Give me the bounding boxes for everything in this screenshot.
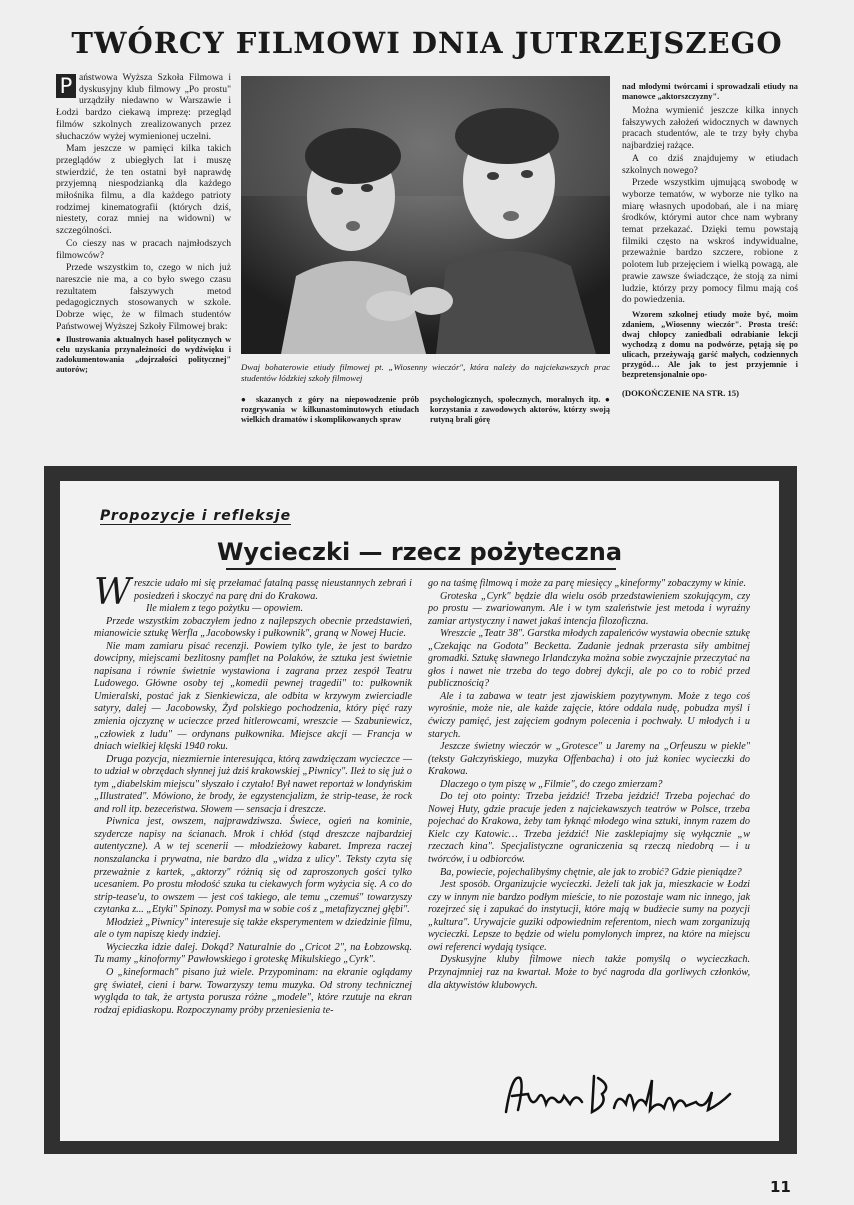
- section-label: Propozycje i refleksje: [100, 508, 292, 524]
- right-paragraph: Wzorem szkolnej etiudy może być, moim zdaniem, „Wiosenny wieczór". Prosta treść: dwaj chłopcy zaniedbali odrabianie lekcji wychodzą z domu na podwórze, pętają się po ulicach, przeżywają garść małych, codziennych przygód… Ale jak to jest przyjemnie i bezpretensjonalnie opo-: [622, 309, 798, 379]
- intro-paragraph: aństwowa Wyższa Szkoła Filmowa i dyskusyjny klub filmowy „Po prostu" urządziły niedawno w Warszawie i Łodzi bardzo ciekawą imprezę: przegląd filmów szkolnych zrealizowanych przez słuchaczów wyżej wymienionej uczelni.: [56, 72, 231, 142]
- article-right-column: [428, 578, 750, 992]
- article-paragraph: reszcie udało mi się przełamać fatalną passę nieustannych zebrań i posiedzeń i skoczyć na parę dni do Krakowa.: [134, 578, 412, 602]
- article-paragraph: Młodzież „Piwnicy" interesuje się także eksperymentem w dziedzinie filmu, ale o tym napiszę kiedy indziej.: [94, 916, 412, 941]
- right-paragraph: Można wymienić jeszcze kilka innych fałszywych założeń widocznych w dawnych pracach studentów, ale te trzy były chyba najbardziej rażące.: [622, 105, 798, 152]
- right-paragraph: A co dziś znajdujemy w etiudach szkolnych nowego?: [622, 152, 798, 176]
- article-paragraph: Piwnica jest, owszem, najprawdziwsza. Świece, ogień na kominie, szydercze napisy na ścianach. Mrok i chłód (stąd dreszcze najbardziej autentyczne). A w tej scenerii — młodzieżowy kabaret. Impreza raczej nonszalancka i prywatna, nie bardzo dla „widza z ulicy". Teksty czyta się przeważnie z kartek, „aktorzy" różnią się od zaproszonych gości tylko ucesaniem. Po prostu młodość szuka tu ciekawych form wyżycia się. A co do strip-tease'u, to owszem — jest coś takiego, ale temu „czemuś" towarzyszy czytanka z... „Etyki" Spinozy. Pomysł ma w sobie coś z „metafizycznej głębi".: [94, 816, 412, 916]
- intro-paragraph: Przede wszystkim to, czego w nich już nareszcie nie ma, a co było swego czasu rezultatem fałszywych metod pedagogicznych stosowanych w szkole. Dobrze więc, że w filmach studentów Państwowej Wyższej Szkoły Filmowej brak:: [56, 262, 231, 332]
- article-paragraph: Groteska „Cyrk" będzie dla wielu osób przedstawieniem szokującym, czy po prostu — zwariowanym. Ale i w tym szaleństwie jest metoda i wyraźny zamiar artystyczny i nawet jakaś intencja filozoficzna.: [428, 590, 750, 627]
- intro-paragraph: Co cieszy nas w pracach najmłodszych filmowców?: [56, 237, 231, 261]
- film-still-photo: [241, 76, 610, 354]
- article-paragraph: Wreszcie „Teatr 38". Garstka młodych zapaleńców wystawia obecnie sztukę „Czekając na Godota" Becketta. Zadanie jednak przerasta siły ambitnej gromadki. Sztukę sławnego Irlandczyka można sobie zwyczajnie przeczytać na głos i nawet nie trzeba do tego dobrej dykcji, ale po co to robić przed publicznością?: [428, 628, 750, 690]
- title-underline: [226, 568, 616, 570]
- intro-paragraph: Mam jeszcze w pamięci kilka takich przeglądów z ubiegłych lat i muszę stwierdzić, że ten ostatni był naprawdę przyjemną niespodzianką dla każdego miłośnika filmu, a dla każdego patrioty rodzimej kinematografii (których dziś, niestety, coraz mniej na widowni) w szczególności.: [56, 143, 231, 237]
- continuation-note: (DOKOŃCZENIE NA STR. 15): [622, 387, 739, 398]
- author-signature: [498, 1064, 738, 1124]
- right-column: [622, 82, 798, 401]
- article-paragraph: Dlaczego o tym piszę w „Filmie", do czego zmierzam?: [440, 778, 663, 790]
- page-headline: TWÓRCY FILMOWI DNIA JUTRZEJSZEGO: [71, 26, 783, 60]
- drop-cap: P: [56, 74, 76, 98]
- intro-column: [56, 72, 231, 375]
- bullet-note: psychologicznych, społecznych, moralnych itp. ● korzystania z zawodowych aktorów, którzy swoją rutyną brali górę: [430, 395, 610, 424]
- page-number: 11: [770, 1178, 791, 1196]
- article-paragraph: Wycieczka idzie dalej. Dokąd? Naturalnie do „Cricot 2", na Łobzowską. Tu mamy „kinoformy" Pawłowskiego i groteskę Mikulskiego „Cyrk".: [94, 941, 412, 966]
- right-paragraph: nad młodymi twórcami i sprowadzali etiudy na manowce „aktorszczyzny".: [622, 82, 798, 101]
- article-paragraph: go na taśmę filmową i może za parę miesięcy „kineformy" zobaczymy w kinie.: [428, 578, 747, 589]
- photo-caption: Dwaj bohaterowie etiudy filmowej pt. „Wiosenny wieczór", która należy do najciekawszych prac studentów łódzkiej szkoły filmowej: [241, 362, 610, 383]
- bullet-note: ● skazanych z góry na niepowodzenie prób rozgrywania w kilkunastominutowych etiudach wielkich dramatów i skomplikowanych spraw: [241, 395, 419, 424]
- right-paragraph: Przede wszystkim ujmującą swobodę w wyborze tematów, w wyborze nie tylko na miarę własnych upodobań, ale i na miarę środków, którymi autor chce nam wybrany temat przekazać. Dzięki temu powstają filmiki często na wskroś indywidualne, przeważnie bardzo szczere, robione z polotem lub przejęciem i wielką powagą, ale prawie zawsze świadczące, że stoją za nimi ludzie, którzy przy pomocy filmu mają coś do powiedzenia.: [622, 177, 798, 306]
- article-paragraph: O „kineformach" pisano już wiele. Przypominam: na ekranie oglądamy grę świateł, cieni i barw. Towarzyszy temu muzyka. Od strony technicznej wygląda to tak, że artysta porusza różne „modele", które rzutuje na ekran rodzaj epidiaskopu. Rozpoczynamy próby przeniesienia te-: [94, 966, 412, 1016]
- article-paragraph: Ile miałem z tego pożytku — opowiem.: [146, 603, 304, 615]
- article-paragraph: Przede wszystkim zobaczyłem jedno z najlepszych obecnie przedstawień, mianowicie sztukę Werfla „Jacobowsky i pułkownik", graną w Nowej Hucie.: [94, 615, 412, 640]
- article-paragraph: Jest sposób. Organizujcie wycieczki. Jeżeli tak jak ja, mieszkacie w Łodzi czy w innym nie bardzo podłym mieście, to nie pozostaje wam nic innego, jak rozejrzeć się i zapukać do instytucji, które mają w budżecie sumy na pozycji „kultura". Urywajcie guziki odpowiednim referentom, niech wam zorganizują wycieczki. Lepsze to będzie od wielu pomylonych imprez, na które na miejscu owi referenci wydają tysiące.: [428, 879, 750, 953]
- article-paragraph: Ale i ta zabawa w teatr jest zjawiskiem pozytywnym. Może z tego coś wyrośnie, może nie, ale każde zajęcie, które oddala nudę, pobudza myśl i ćwiczy pamięć, jest zajęciem godnym polecenia i pochwały. U młodych i u starych.: [428, 690, 750, 740]
- article-left-column: [94, 572, 412, 1017]
- article-paragraph: Jeszcze świetny wieczór w „Grotesce" u Jaremy na „Orfeuszu w piekle" (teksty Gałczyńskiego, muzyka Offenbacha) i oto już koniec wycieczki do Krakowa.: [428, 741, 750, 778]
- article-paragraph: Dyskusyjne kluby filmowe niech także pomyślą o wycieczkach. Przynajmniej raz na kwartał. Może to być nagroda dla gorliwych członków, dla aktywistów klubowych.: [428, 954, 750, 991]
- article-paragraph: Do tej oto pointy: Trzeba jeździć! Trzeba jeździć! Trzeba pojechać do Nowej Huty, gdzie pracuje jeden z najciekawszych teatrów w Polsce, trzeba pojechać do Krakowa, żeby tam łyknąć młodego wina sztuki, innym razem do Kielc czy Katowic… Trzeba jeździć! Nie zasklepiajmy się wyłącznie „w rzeczach kina". Specjalistyczne ograniczenia są rzeczą niedobrą — i u twórców, i u odbiorców.: [428, 791, 750, 866]
- article-title: Wycieczki — rzecz pożyteczna: [216, 538, 623, 566]
- article-paragraph: Ba, powiecie, pojechalibyśmy chętnie, ale jak to zrobić? Gdzie pieniądze?: [440, 866, 742, 878]
- article-paragraph: Nie mam zamiaru pisać recenzji. Powiem tylko tyle, że jest to bardzo dowcipny, miejscami bezlitosny pamflet na Polaków, że sztuka jest świetnie napisana i równie świetnie wystawiona i zagrana przez zespół Teatru Ludowego. Główne osoby tej „komedii pewnej tragedii" to: pułkownik Umieralski, postać jak z Sienkiewicza, ale odbita w krzywym zwierciadle satyry, dalej — Jacobowsky, Żyd polskiego pochodzenia, który pięć razy zmienia ojczyznę w ucieczce przed hitlerowcami, wreszcie — Szabuniewicz, „człowiek z ludu" — ordynans pułkownika. Miejsce akcji — Francja w dniach wielkiej klęski 1940 roku.: [94, 640, 412, 753]
- bullet-note: ● Ilustrowania aktualnych haseł politycznych w celu uzyskania przynależności do wydźwięku i zadokumentowania „dojrzałości politycznej" autorów;: [56, 335, 231, 375]
- initial-letter: W: [94, 572, 132, 613]
- article-paragraph: Druga pozycja, niezmiernie interesująca, którą zawdzięczam wycieczce — to udział w obrzędach słynnej już dziś krakowskiej „Piwnicy". Ileż to się już o tym „diabelskim miejscu" słyszało i czytało! Był nawet reportaż w londyńskim „Illustrated". Mówiono, że brody, że egzystencjalizm, że strip-tease, że rock and roll itp. bezecеństwa. Słowem — sensacja i dreszcze.: [94, 753, 412, 815]
